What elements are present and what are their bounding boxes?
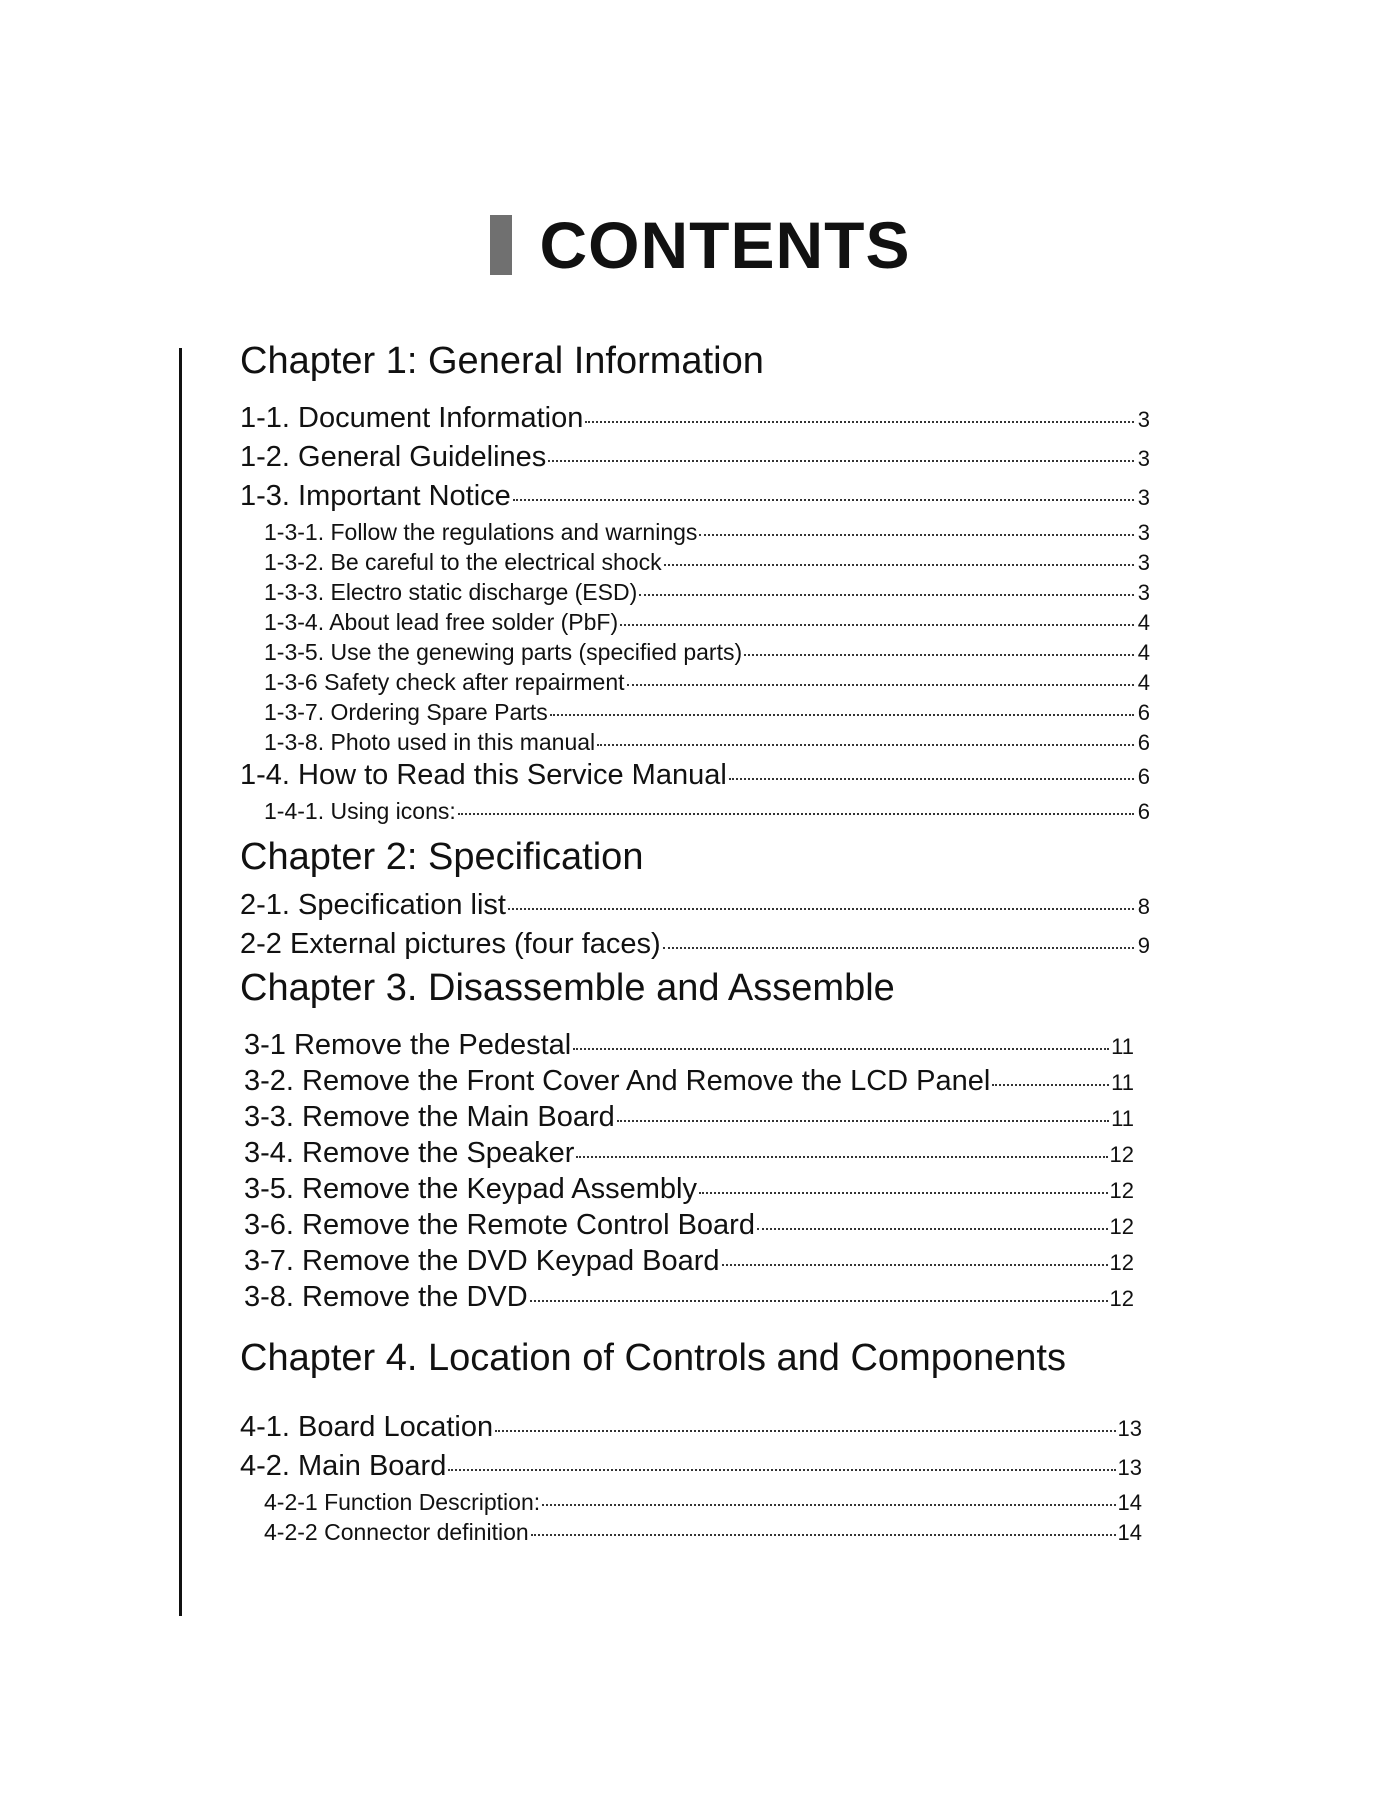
toc-entry[interactable] [240,1173,1134,1209]
chapter-section [240,1337,1150,1549]
toc-entry[interactable] [240,1450,1142,1489]
toc-entry[interactable] [240,402,1150,441]
dot-leader [729,778,1134,780]
toc-page-number: 3 [1137,549,1150,575]
toc-entry[interactable] [240,928,1150,967]
toc-entry-label: 1-4-1. Using icons: [264,797,456,824]
toc-subentry[interactable] [240,729,1150,759]
toc-page-number: 3 [1137,484,1150,510]
page-title: CONTENTS [539,208,911,282]
toc-entry[interactable] [240,480,1150,519]
dot-leader [495,1430,1115,1432]
dot-leader [627,684,1135,686]
toc-entry-label: 3-8. Remove the DVD [244,1281,528,1314]
toc-entry-label: 3-4. Remove the Speaker [244,1137,575,1170]
toc-page-number: 14 [1117,1519,1142,1545]
dot-leader [585,421,1134,423]
toc-entry-label: 4-2-2 Connector definition [264,1518,529,1545]
toc-page-number: 12 [1109,1142,1134,1168]
toc-entry-label: 1-3-2. Be careful to the electrical shock [264,548,662,575]
dot-leader [663,947,1134,949]
toc-entry-label: 1-3-8. Photo used in this manual [264,728,596,755]
table-of-contents [240,340,1150,1549]
toc-page-number: 8 [1137,894,1150,920]
toc-entry[interactable] [240,1209,1134,1245]
toc-entry-label: 1-1. Document Information [240,401,584,434]
toc-page-number: 4 [1137,639,1150,665]
dot-leader [722,1264,1108,1266]
toc-entry[interactable] [240,1281,1134,1317]
toc-page-number: 12 [1109,1286,1134,1312]
toc-page-number: 3 [1137,406,1150,432]
toc-subentry[interactable] [240,549,1150,579]
toc-subentry[interactable] [240,519,1150,549]
chapter-entries [240,402,1150,828]
dot-leader [513,499,1134,501]
toc-entry-label: 2-2 External pictures (four faces) [240,928,661,961]
toc-subentry[interactable] [240,1489,1142,1519]
toc-page-number: 6 [1137,699,1150,725]
toc-page-number: 13 [1117,1415,1142,1441]
toc-entry-label: 2-1. Specification list [240,889,506,922]
toc-subentry[interactable] [240,699,1150,729]
toc-entry-label: 3-3. Remove the Main Board [244,1101,615,1134]
toc-page-number: 12 [1109,1250,1134,1276]
toc-entry[interactable] [240,441,1150,480]
toc-page-number: 12 [1109,1214,1134,1240]
toc-entry-label: 4-2. Main Board [240,1449,447,1482]
dot-leader [531,1534,1116,1536]
dot-leader [744,654,1134,656]
dot-leader [548,460,1134,462]
toc-subentry[interactable] [240,639,1150,669]
dot-leader [699,534,1134,536]
toc-entry[interactable] [240,1137,1134,1173]
page-title-block [0,208,1400,282]
chapter-section [240,836,1150,968]
toc-page-number: 11 [1111,1070,1134,1096]
dot-leader [542,1504,1115,1506]
toc-page-number: 13 [1117,1454,1142,1480]
toc-page-number: 12 [1109,1178,1134,1204]
toc-subentry[interactable] [240,579,1150,609]
toc-page-number: 6 [1137,798,1150,824]
dot-leader [448,1469,1115,1471]
chapter-title: Chapter 2: Specification [240,835,644,878]
toc-page-number: 14 [1117,1489,1142,1515]
dot-leader [992,1084,1109,1086]
chapter-entries [240,1029,1150,1317]
dot-leader [664,564,1134,566]
toc-entry-label: 3-7. Remove the DVD Keypad Board [244,1245,720,1278]
chapter-title: Chapter 3. Disassemble and Assemble [240,967,895,1010]
toc-entry-label: 3-2. Remove the Front Cover And Remove the LCD Panel [244,1065,991,1098]
chapter-entries [240,889,1150,967]
toc-page-number: 11 [1111,1106,1134,1132]
toc-entry[interactable] [240,759,1150,798]
dot-leader [639,594,1134,596]
toc-entry-label: 3-5. Remove the Keypad Assembly [244,1173,697,1206]
toc-page-number: 6 [1137,763,1150,789]
dot-leader [620,624,1134,626]
toc-entry-label: 4-1. Board Location [240,1410,494,1443]
chapter-section [240,340,1150,828]
dot-leader [699,1192,1108,1194]
dot-leader [757,1228,1108,1230]
toc-entry-label: 1-3-4. About lead free solder (PbF) [264,608,619,635]
chapter-title: Chapter 1: General Information [240,340,764,382]
toc-subentry[interactable] [240,669,1150,699]
dot-leader [550,714,1134,716]
toc-entry-label: 1-3-5. Use the genewing parts (specified parts) [264,638,743,665]
toc-entry-label: 1-3. Important Notice [240,479,511,512]
toc-page-number: 3 [1137,445,1150,471]
toc-entry-label: 4-2-1 Function Description: [264,1488,541,1515]
toc-page-number: 3 [1137,519,1150,545]
toc-page-number: 3 [1137,579,1150,605]
toc-entry-label: 1-3-6 Safety check after repairment [264,668,625,695]
dot-leader [576,1156,1107,1158]
toc-entry-label: 1-3-7. Ordering Spare Parts [264,698,548,725]
toc-entry[interactable] [240,1065,1134,1101]
chapter-entries [240,1411,1142,1549]
chapter-section [240,967,1150,1317]
toc-entry-label: 1-3-1. Follow the regulations and warnings [264,518,698,545]
toc-page-number: 4 [1137,609,1150,635]
dot-leader [458,813,1134,815]
toc-page-number: 4 [1137,669,1150,695]
title-accent-bar [490,215,512,275]
toc-entry[interactable] [240,1411,1142,1450]
dot-leader [597,744,1134,746]
dot-leader [617,1120,1109,1122]
dot-leader [530,1300,1108,1302]
toc-entry[interactable] [240,1101,1134,1137]
toc-subentry[interactable] [240,1519,1142,1549]
toc-subentry[interactable] [240,798,1150,828]
toc-entry[interactable] [240,1245,1134,1281]
toc-entry-label: 3-6. Remove the Remote Control Board [244,1209,755,1242]
dot-leader [573,1048,1109,1050]
left-margin-rule [179,348,182,1616]
toc-entry[interactable] [240,889,1150,928]
toc-entry[interactable] [240,1029,1134,1065]
chapter-title: Chapter 4. Location of Controls and Components [240,1337,1066,1380]
toc-entry-label: 1-3-3. Electro static discharge (ESD) [264,578,638,605]
dot-leader [508,908,1134,910]
toc-subentry[interactable] [240,609,1150,639]
toc-page-number: 11 [1111,1034,1134,1060]
toc-page-number: 6 [1137,729,1150,755]
toc-page-number: 9 [1137,933,1150,959]
toc-entry-label: 3-1 Remove the Pedestal [244,1029,572,1062]
toc-entry-label: 1-2. General Guidelines [240,440,547,473]
toc-entry-label: 1-4. How to Read this Service Manual [240,758,727,791]
